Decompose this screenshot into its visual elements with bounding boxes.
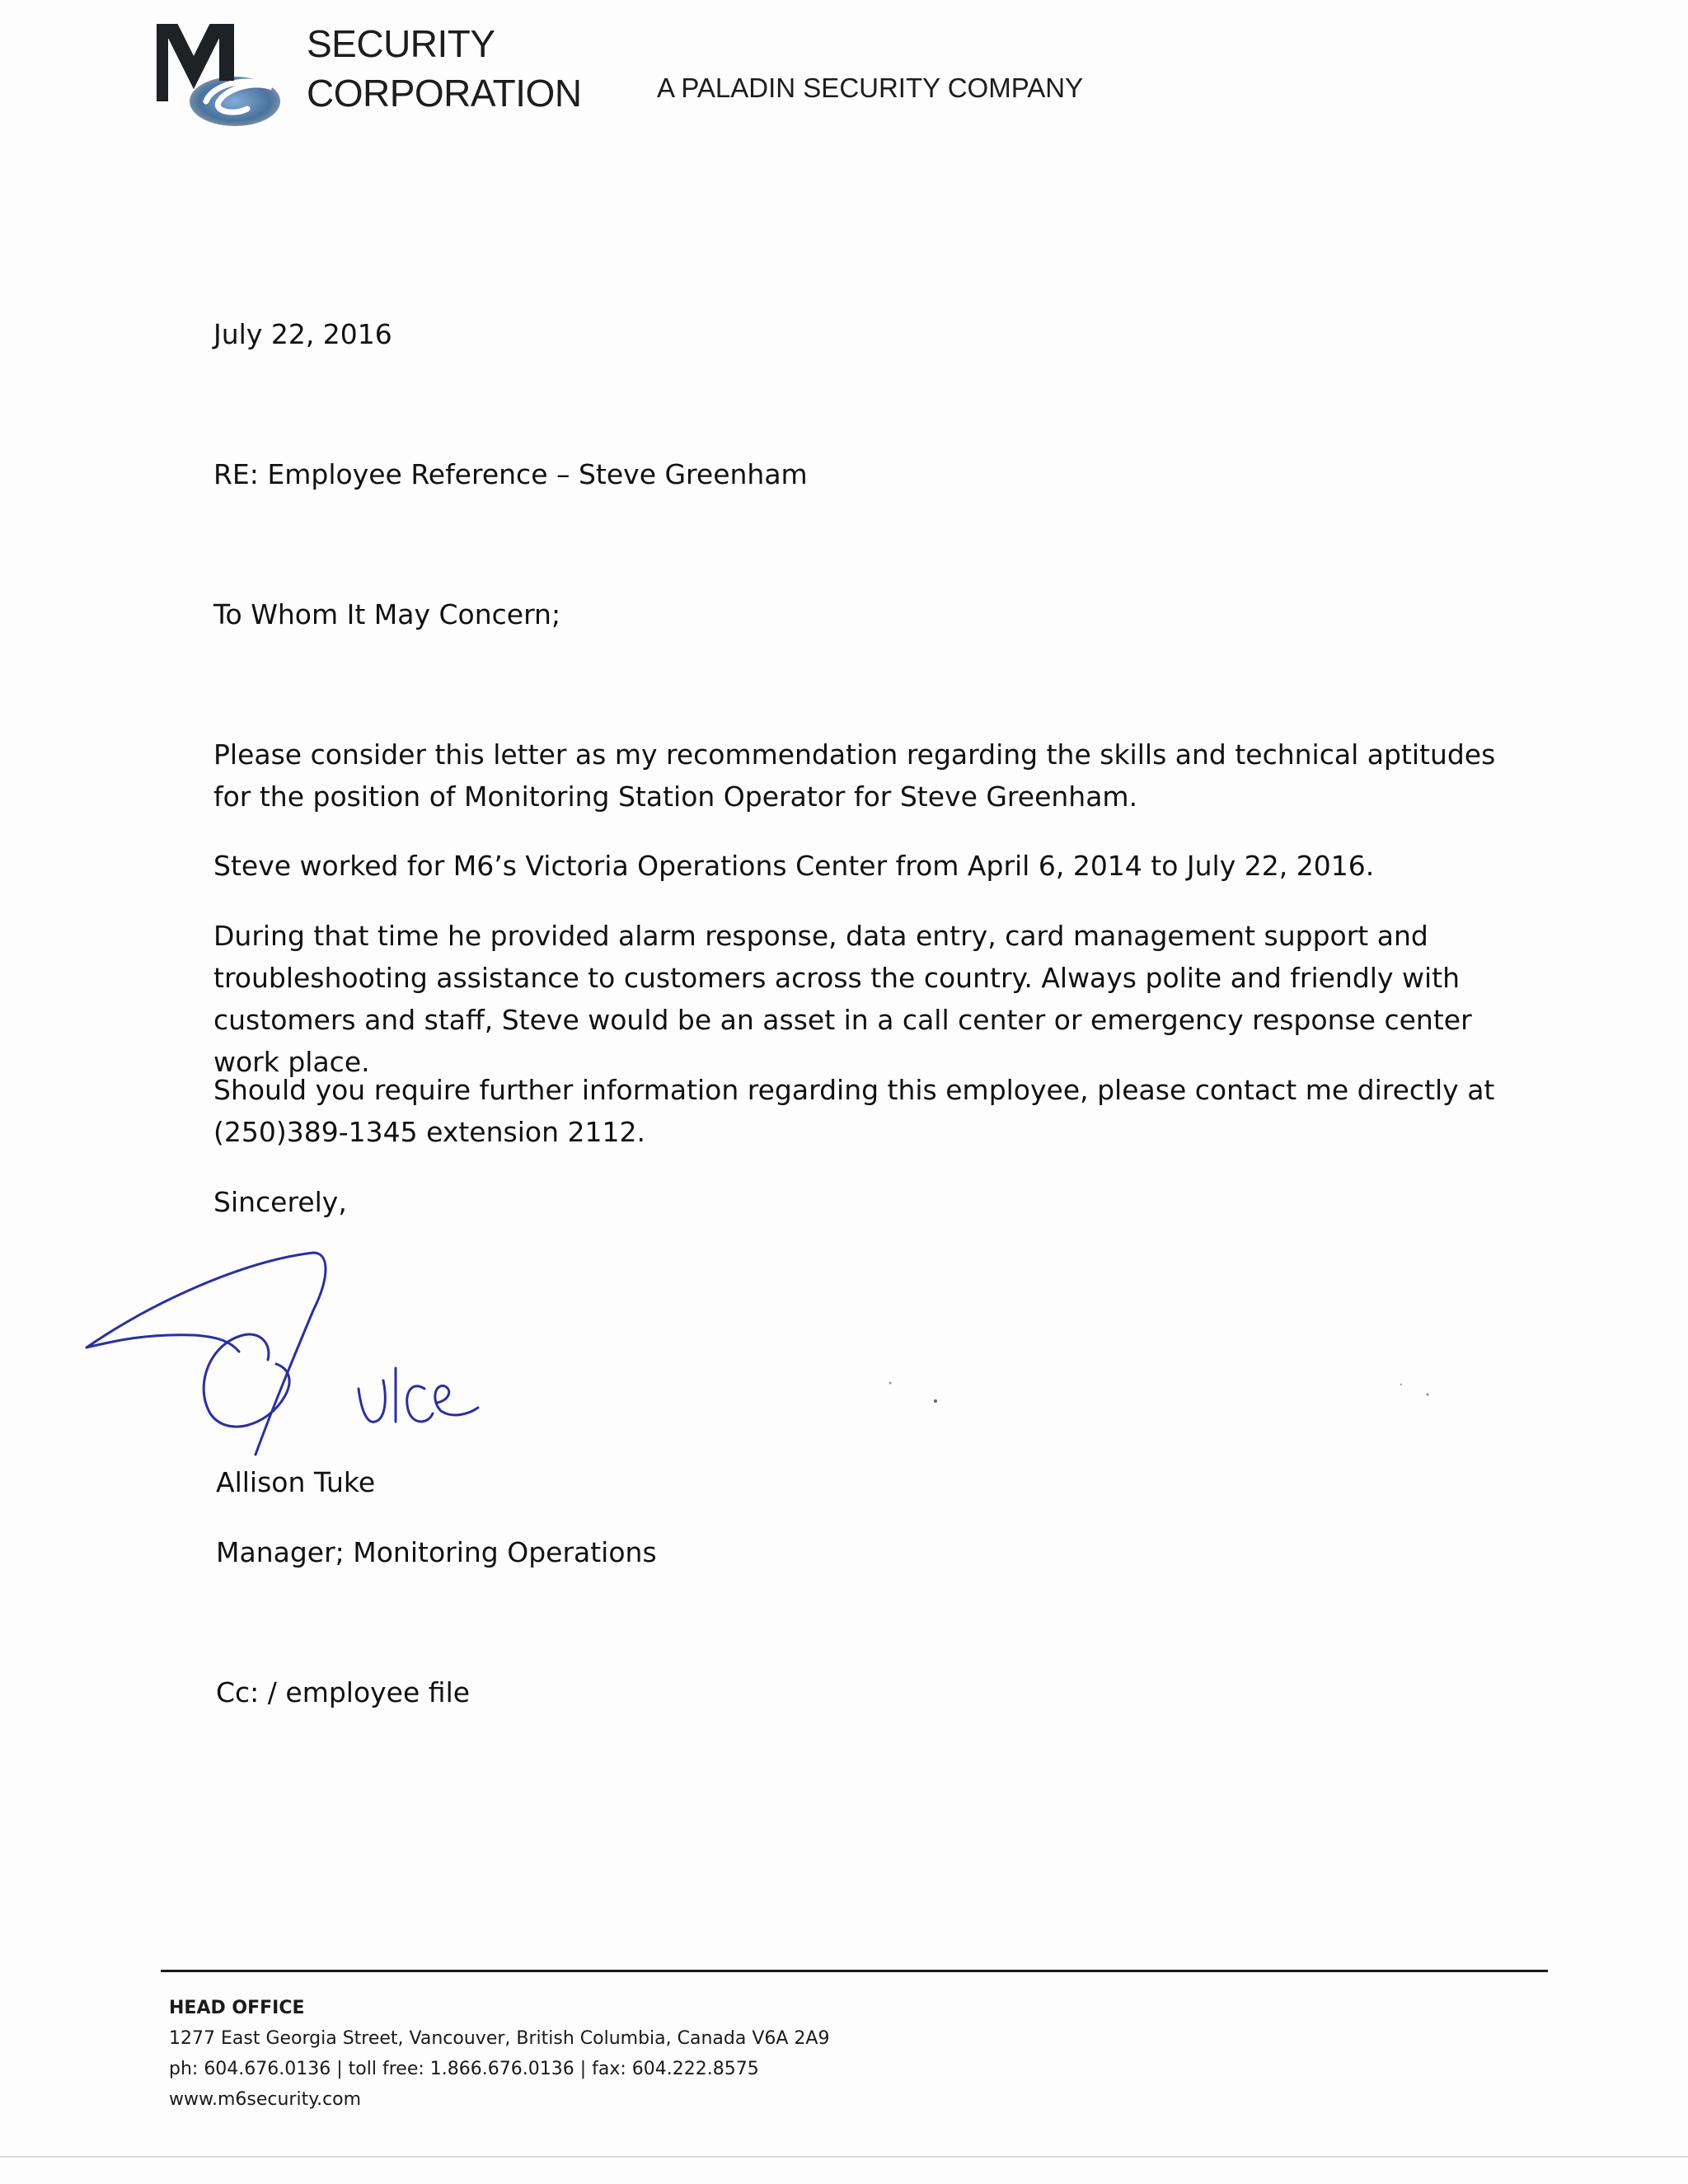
letter-subject: RE: Employee Reference – Steve Greenham — [213, 458, 808, 490]
footer-address: 1277 East Georgia Street, Vancouver, British Columbia, Canada V6A 2A9 — [169, 2028, 830, 2049]
m6-logo — [157, 23, 297, 130]
footer-phone-numbers: ph: 604.676.0136 | toll free: 1.866.676.0136 | fax: 604.222.8575 — [169, 2059, 759, 2079]
scan-edge-line — [0, 2156, 1688, 2158]
letter-paragraph: Should you require further information regarding this employee, please contact me directly at (250)389-1345 extension 2112. — [213, 1074, 1495, 1148]
letter-paragraph: Steve worked for M6’s Victoria Operations Center from April 6, 2014 to July 22, 2016. — [213, 850, 1375, 882]
company-name-line2: CORPORATION — [307, 72, 582, 115]
footer-divider — [161, 1970, 1548, 1972]
company-name-line1: SECURITY — [307, 22, 495, 65]
letter-closing: Sincerely, — [213, 1186, 347, 1218]
letter-salutation: To Whom It May Concern; — [213, 598, 561, 630]
signer-name: Allison Tuke — [216, 1466, 376, 1498]
signer-title: Manager; Monitoring Operations — [216, 1536, 657, 1568]
footer-website: www.m6security.com — [169, 2089, 362, 2110]
company-tagline: A PALADIN SECURITY COMPANY — [657, 73, 1084, 103]
letter-paragraph: During that time he provided alarm response, data entry, card management support and troubleshooting assistance to customers across the country. Always polite and friendly with customers and staff, Steve would be an asset in a call center or emergency response center work place. — [213, 920, 1472, 1078]
letter-paragraph: Please consider this letter as my recommendation regarding the skills and technical aptitudes for the position of Monitoring Station Operator for Steve Greenham. — [213, 738, 1496, 813]
letter-date: July 22, 2016 — [213, 318, 392, 350]
handwritten-signature — [78, 1212, 490, 1459]
footer-heading: HEAD OFFICE — [169, 1998, 305, 2018]
carbon-copy-line: Cc: / employee file — [216, 1676, 471, 1708]
scan-specks — [874, 1376, 1451, 1409]
